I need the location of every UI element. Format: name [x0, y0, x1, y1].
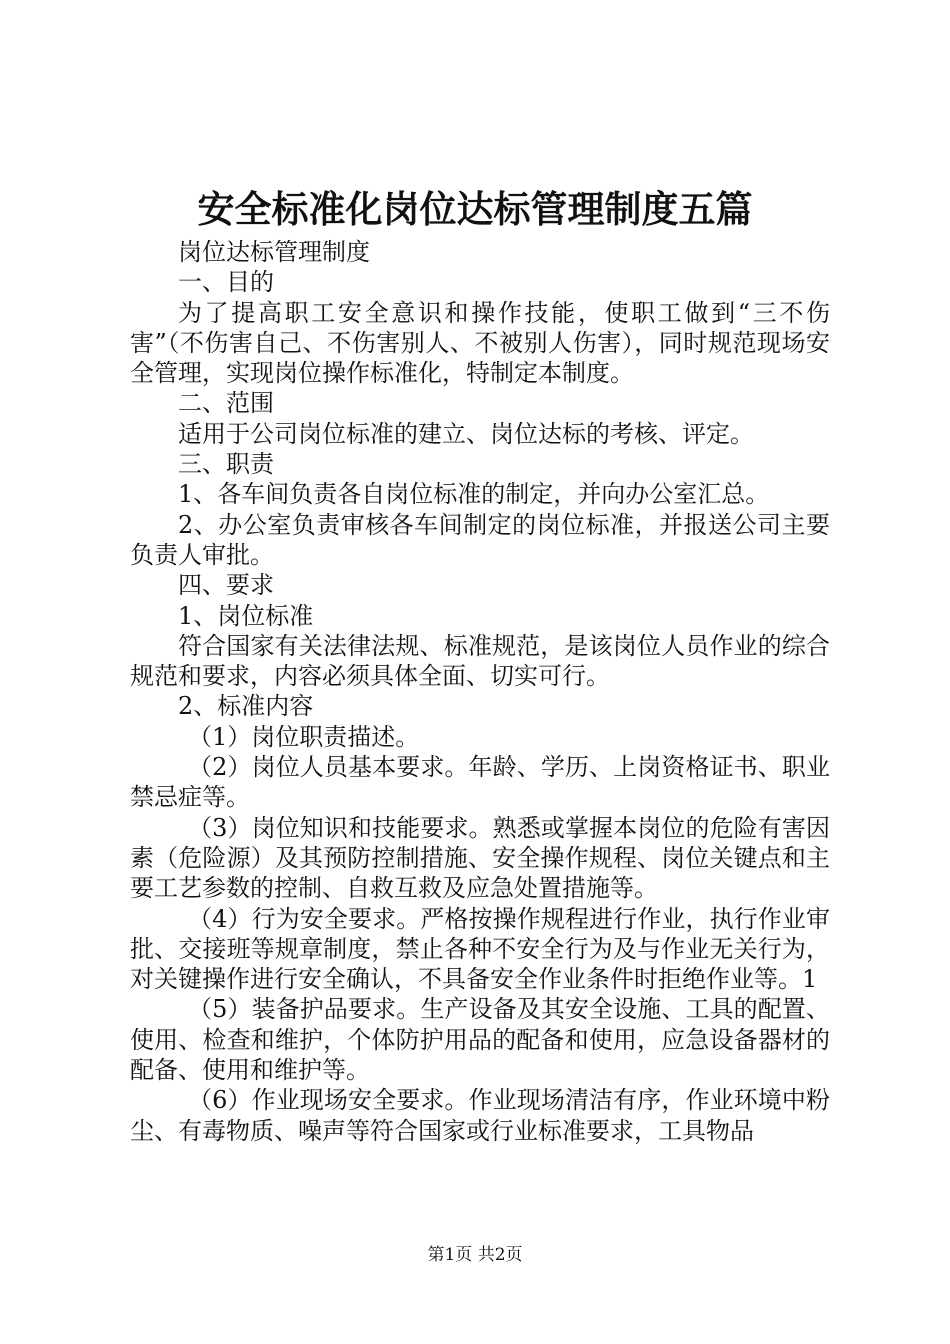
section-heading: 四、要求 [178, 571, 274, 600]
list-item: （5）装备护品要求。生产设备及其安全设施、工具的配置、使用、检查和维护，个体防护用品的配备和使用，应急设备器材的配备、使用和维护等。 [130, 995, 830, 1085]
list-item: （1）岗位职责描述。 [188, 722, 420, 751]
list-item: （3）岗位知识和技能要求。熟悉或掌握本岗位的危险有害因素（危险源）及其预防控制措施、安全操作规程、岗位关键点和主要工艺参数的控制、自救互救及应急处置措施等。 [130, 813, 830, 903]
list-item: （2）岗位人员基本要求。年龄、学历、上岗资格证书、职业禁忌症等。 [130, 753, 830, 812]
paragraph: 1、各车间负责各自岗位标准的制定，并向办公室汇总。 [178, 480, 770, 509]
subsection-heading: 1、岗位标准 [178, 601, 314, 630]
subsection-heading: 2、标准内容 [178, 692, 314, 721]
list-item: （6）作业现场安全要求。作业现场清洁有序，作业环境中粉尘、有毒物质、噪声等符合国家或行业标准要求，工具物品 [130, 1086, 830, 1145]
section-heading: 一、目的 [178, 268, 274, 297]
page-footer: 第1页 共2页 [427, 1245, 523, 1265]
paragraph: 适用于公司岗位标准的建立、岗位达标的考核、评定。 [178, 419, 754, 448]
section-heading: 三、职责 [178, 450, 274, 479]
document-body [130, 237, 830, 1146]
paragraph: 岗位达标管理制度 [178, 238, 370, 266]
paragraph: 2、办公室负责审核各车间制定的岗位标准，并报送公司主要负责人审批。 [130, 510, 830, 569]
list-item: （4）行为安全要求。严格按操作规程进行作业，执行作业审批、交接班等规章制度，禁止各种不安全行为及与作业无关行为，对关键操作进行安全确认，不具备安全作业条件时拒绝作业等。1 [130, 904, 830, 994]
paragraph: 符合国家有关法律法规、标准规范，是该岗位人员作业的综合规范和要求，内容必须具体全面、切实可行。 [130, 631, 830, 691]
paragraph: 为了提高职工安全意识和操作技能，使职工做到“三不伤害”（不伤害自己、不伤害别人、不被别人伤害），同时规范现场安全管理，实现岗位操作标准化，特制定本制度。 [130, 298, 830, 388]
section-heading: 二、范围 [178, 389, 274, 418]
document-title: 安全标准化岗位达标管理制度五篇 [197, 187, 753, 231]
